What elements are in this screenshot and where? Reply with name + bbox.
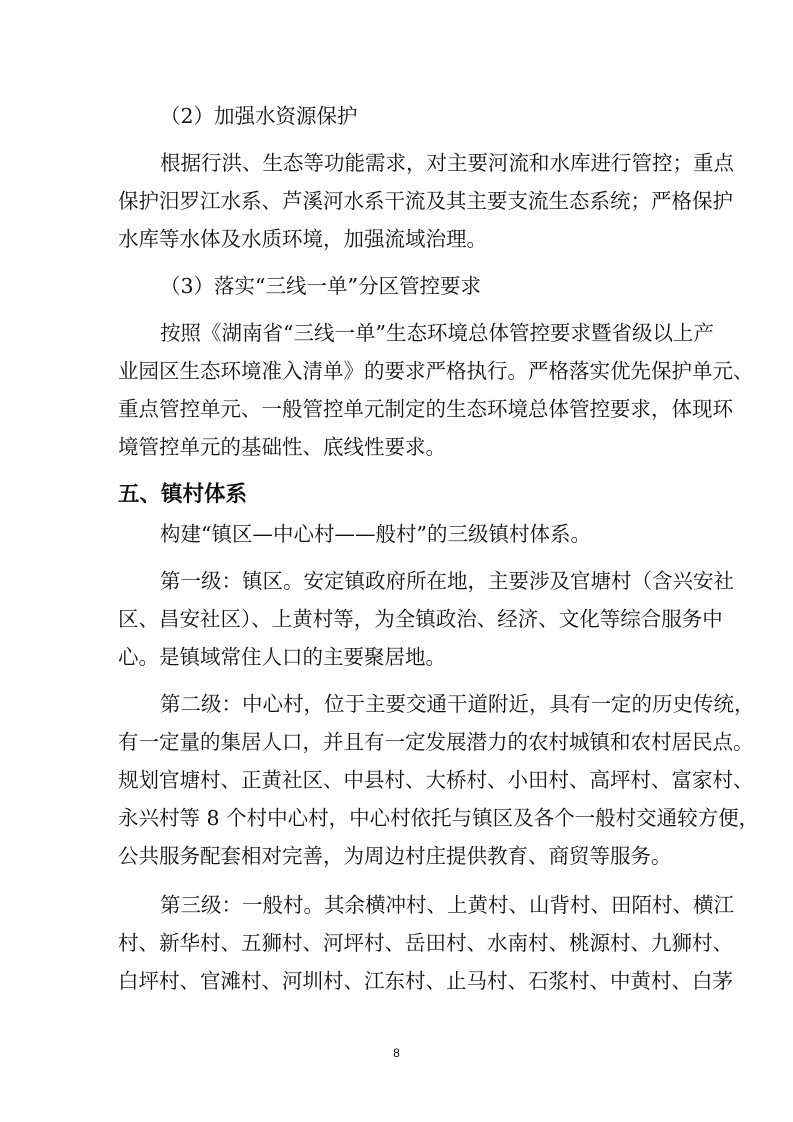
paragraph-line: 心。是镇域常住人口的主要聚居地。: [118, 645, 446, 669]
paragraph-line: 业园区生态环境准入清单》的要求严格执行。严格落实优先保护单元、: [118, 359, 754, 383]
paragraph-line: 规划官塘村、正黄社区、中县村、大桥村、小田村、高坪村、富家村、: [118, 768, 754, 792]
paragraph-line: 有一定量的集居人口，并且有一定发展潜力的农村城镇和农村居民点。: [118, 730, 754, 754]
paragraph-line: 重点管控单元、一般管控单元制定的生态环境总体管控要求，体现环: [118, 397, 733, 421]
paragraph-line: 水库等水体及水质环境，加强流域治理。: [118, 227, 487, 251]
page-number: 8: [393, 1046, 400, 1060]
paragraph-line: 境管控单元的基础性、底线性要求。: [118, 435, 446, 459]
chapter-heading: 五、镇村体系: [118, 482, 248, 507]
paragraph-line: 村、新华村、五狮村、河坪村、岳田村、水南村、桃源村、九狮村、: [118, 931, 733, 955]
paragraph-line: 第一级：镇区。安定镇政府所在地，主要涉及官塘村（含兴安社: [160, 569, 734, 593]
paragraph-line: 保护汨罗江水系、芦溪河水系干流及其主要支流生态系统；严格保护: [118, 189, 733, 213]
paragraph-line: 构建“镇区—中心村——般村”的三级镇村体系。: [160, 522, 591, 546]
paragraph-line: 第二级：中心村，位于主要交通干道附近，具有一定的历史传统，: [160, 692, 755, 716]
paragraph-line: 第三级：一般村。其余横冲村、上黄村、山背村、田陌村、横江: [160, 893, 734, 917]
paragraph-line: 区、昌安社区）、上黄村等，为全镇政治、经济、文化等综合服务中: [118, 607, 723, 631]
paragraph-line: 白坪村、官滩村、河圳村、江东村、止马村、石浆村、中黄村、白茅: [118, 969, 733, 993]
subheading-three-lines-one-list: （3）落实“三线一单”分区管控要求: [160, 274, 482, 298]
subheading-water-resources: （2）加强水资源保护: [160, 104, 358, 128]
paragraph-line: 根据行洪、生态等功能需求，对主要河流和水库进行管控；重点: [160, 151, 734, 175]
paragraph-line: 永兴村等 8 个村中心村，中心村依托与镇区及各个一般村交通较方便，: [118, 806, 760, 830]
paragraph-line: 公共服务配套相对完善，为周边村庄提供教育、商贸等服务。: [118, 844, 672, 868]
paragraph-line: 按照《湖南省“三线一单”生态环境总体管控要求暨省级以上产: [160, 321, 714, 345]
